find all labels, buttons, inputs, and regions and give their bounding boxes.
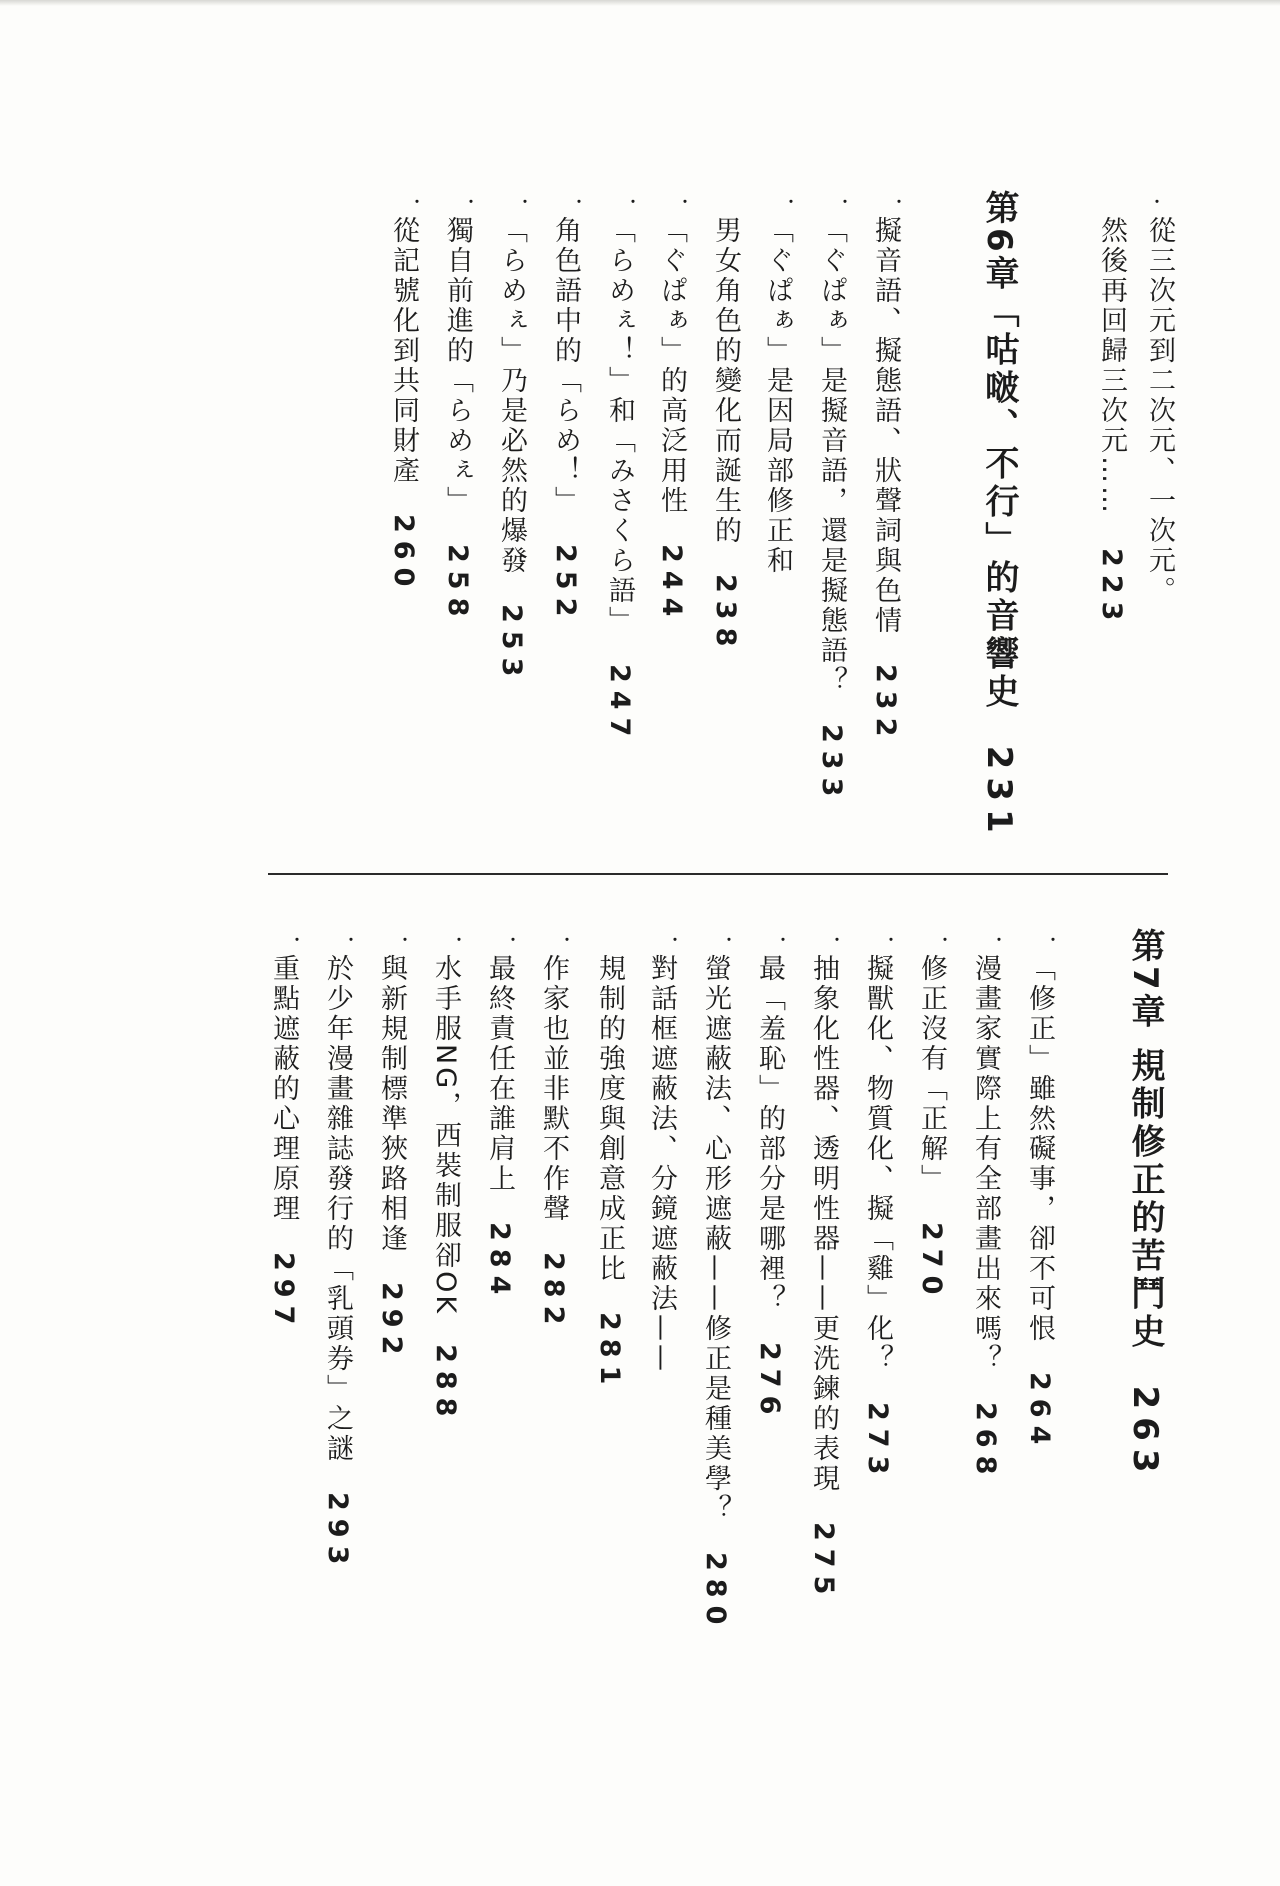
- toc-entry-text: 最終責任在誰肩上: [484, 954, 515, 1194]
- toc-page-number: 232: [870, 664, 901, 745]
- toc-entry-text: 男女角色的變化而誕生的: [710, 216, 741, 546]
- bullet-icon: ・: [398, 933, 412, 949]
- toc-entry[interactable]: [818, 216, 845, 804]
- chapter-title: 第6章「咕啵、不行」的音響史: [979, 190, 1019, 712]
- bullet-icon: ・: [938, 933, 952, 949]
- toc-entry-text: 擬獸化、物質化、擬「雞」化？: [862, 954, 893, 1374]
- toc-entry-text: 擬音語、擬態語、狀聲詞與色情: [870, 216, 901, 636]
- page-top-edge: [0, 0, 1280, 6]
- toc-page-number: 273: [862, 1402, 893, 1483]
- toc-entry[interactable]: [390, 216, 417, 594]
- bullet-icon: ・: [452, 933, 466, 949]
- toc-entry-line2[interactable]: [712, 216, 739, 654]
- toc-entry[interactable]: [764, 216, 791, 576]
- toc-entry-text: 從記號化到共同財產: [388, 216, 419, 486]
- toc-entry[interactable]: [872, 216, 899, 744]
- toc-entry-line2[interactable]: [596, 954, 623, 1392]
- toc-page-number: 268: [970, 1402, 1001, 1483]
- toc-entry-text: 「修正」雖然礙事，卻不可恨: [1024, 954, 1055, 1344]
- toc-entry-text: 與新規制標準狹路相逢: [376, 954, 407, 1254]
- toc-entry-continued[interactable]: [1146, 216, 1173, 606]
- toc-entry-text: 「ぐぱぁ」的高泛用性: [656, 216, 687, 516]
- bullet-icon: ・: [992, 933, 1006, 949]
- toc-entry[interactable]: [378, 954, 405, 1362]
- bullet-icon: ・: [290, 933, 304, 949]
- toc-entry[interactable]: [444, 216, 471, 624]
- toc-page-number: 293: [322, 1492, 353, 1573]
- bullet-icon: ・: [884, 933, 898, 949]
- chapter-7-heading[interactable]: [1125, 928, 1165, 1481]
- bullet-icon: ・: [838, 195, 852, 211]
- toc-page-number: 258: [442, 544, 473, 625]
- toc-entry[interactable]: [498, 216, 525, 684]
- bullet-icon: ・: [1150, 195, 1164, 211]
- toc-page-number: 260: [388, 514, 419, 595]
- toc-entry[interactable]: [972, 954, 999, 1482]
- toc-page-number: 281: [594, 1312, 625, 1393]
- toc-entry-text: 「ぐぱぁ」是擬音語，還是擬態語？: [816, 216, 847, 696]
- toc-entry[interactable]: [540, 954, 567, 1332]
- toc-page-number: 276: [754, 1342, 785, 1423]
- toc-entry-text: 修正沒有「正解」: [916, 954, 947, 1194]
- bullet-icon: ・: [344, 933, 358, 949]
- toc-entry-text: 水手服NG，西裝制服卻OK: [430, 954, 461, 1317]
- toc-entry-text: 從三次元到二次元、一次元。: [1144, 216, 1175, 606]
- toc-page-number: 238: [710, 574, 741, 655]
- section-divider: [268, 873, 1168, 875]
- toc-page-number: 282: [538, 1252, 569, 1333]
- chapter-page-number: 263: [1125, 1385, 1165, 1481]
- toc-page-number: 247: [604, 664, 635, 745]
- bullet-icon: ・: [464, 195, 478, 211]
- toc-entry-text: 抽象化性器、透明性器——更洗鍊的表現: [808, 954, 839, 1494]
- toc-entry-text: 然後再回歸三次元……: [1096, 216, 1127, 516]
- toc-entry-text: 規制的強度與創意成正比: [594, 954, 625, 1284]
- toc-page-number: 264: [1024, 1372, 1055, 1453]
- toc-entry[interactable]: [648, 954, 675, 1374]
- toc-entry-text: 作家也並非默不作聲: [538, 954, 569, 1224]
- toc-entry-continued-line2[interactable]: [1098, 216, 1125, 628]
- toc-entry[interactable]: [756, 954, 783, 1422]
- bullet-icon: ・: [506, 933, 520, 949]
- toc-entry[interactable]: [918, 954, 945, 1302]
- toc-page-number: 244: [656, 544, 687, 625]
- toc-entry[interactable]: [810, 954, 837, 1602]
- toc-entry-text: 螢光遮蔽法、心形遮蔽——修正是種美學？: [700, 954, 731, 1524]
- toc-entry-text: 角色語中的「らめ！」: [550, 216, 581, 516]
- chapter-6-heading[interactable]: [979, 190, 1019, 841]
- bullet-icon: ・: [892, 195, 906, 211]
- toc-entry-text: 重點遮蔽的心理原理: [268, 954, 299, 1224]
- toc-page-number: 253: [496, 604, 527, 685]
- bullet-icon: ・: [410, 195, 424, 211]
- bullet-icon: ・: [1046, 933, 1060, 949]
- toc-entry-text: 「らめぇ」乃是必然的爆發: [496, 216, 527, 576]
- toc-entry[interactable]: [486, 954, 513, 1302]
- toc-page-number: 288: [430, 1344, 461, 1425]
- toc-entry-text: 「ぐぱぁ」是因局部修正和: [762, 216, 793, 576]
- bullet-icon: ・: [626, 195, 640, 211]
- toc-page-number: 297: [268, 1252, 299, 1333]
- toc-page-number: 292: [376, 1282, 407, 1363]
- toc-entry-text: 於少年漫畫雜誌發行的「乳頭券」之謎: [322, 954, 353, 1464]
- chapter-title: 第7章 規制修正的苦鬥史: [1125, 928, 1165, 1352]
- toc-page-number: 233: [816, 724, 847, 805]
- toc-entry-text: 最「羞恥」的部分是哪裡？: [754, 954, 785, 1314]
- chapter-page-number: 231: [979, 745, 1019, 841]
- toc-entry[interactable]: [270, 954, 297, 1332]
- toc-entry-text: 「らめぇ！」和「みさくら語」: [604, 216, 635, 636]
- toc-entry[interactable]: [1026, 954, 1053, 1452]
- toc-page-number: 284: [484, 1222, 515, 1303]
- bullet-icon: ・: [572, 195, 586, 211]
- toc-entry[interactable]: [702, 954, 729, 1632]
- bullet-icon: ・: [668, 933, 682, 949]
- toc-page-number: 252: [550, 544, 581, 625]
- toc-page-number: 275: [808, 1522, 839, 1603]
- toc-entry-text: 漫畫家實際上有全部畫出來嗎？: [970, 954, 1001, 1374]
- toc-entry[interactable]: [606, 216, 633, 744]
- toc-entry[interactable]: [552, 216, 579, 624]
- toc-entry-text: 獨自前進的「らめぇ」: [442, 216, 473, 516]
- toc-entry[interactable]: [864, 954, 891, 1482]
- toc-entry[interactable]: [658, 216, 685, 624]
- toc-page-number: 270: [916, 1222, 947, 1303]
- bullet-icon: ・: [776, 933, 790, 949]
- bullet-icon: ・: [678, 195, 692, 211]
- bullet-icon: ・: [784, 195, 798, 211]
- bullet-icon: ・: [830, 933, 844, 949]
- toc-page-number: 223: [1096, 548, 1127, 629]
- toc-entry[interactable]: [432, 954, 459, 1424]
- toc-page-number: 280: [700, 1552, 731, 1633]
- bullet-icon: ・: [722, 933, 736, 949]
- toc-entry-text: 對話框遮蔽法、分鏡遮蔽法——: [646, 954, 677, 1374]
- bullet-icon: ・: [518, 195, 532, 211]
- toc-entry[interactable]: [324, 954, 351, 1572]
- bullet-icon: ・: [560, 933, 574, 949]
